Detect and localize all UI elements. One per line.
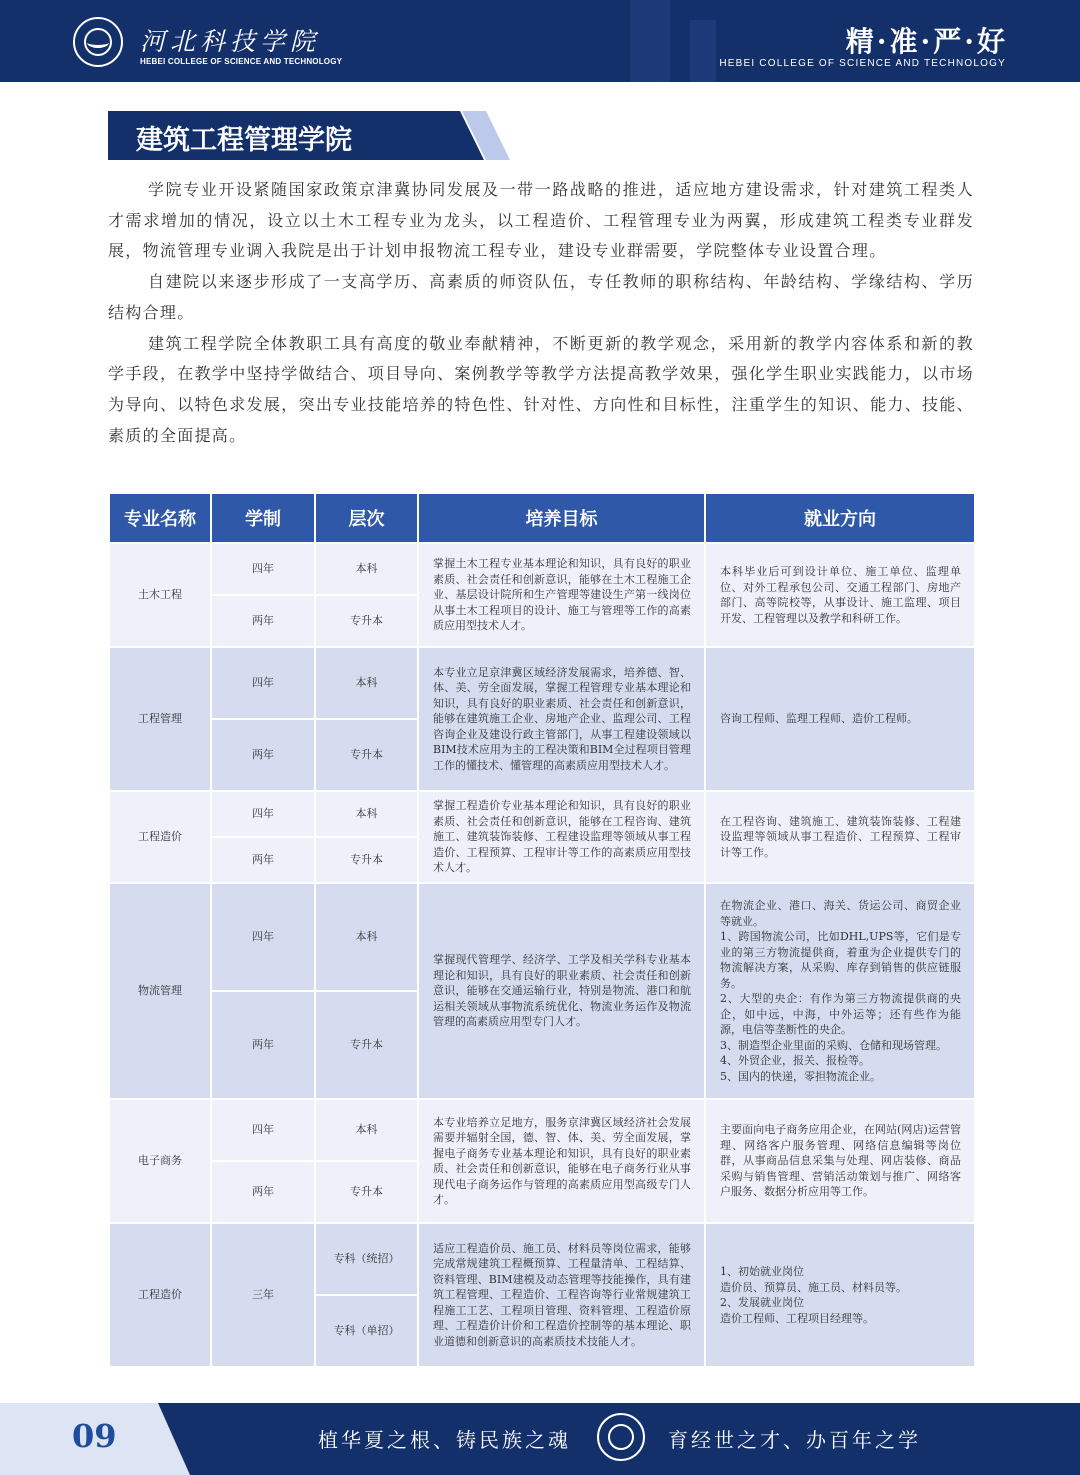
intro-paragraph: 学院专业开设紧随国家政策京津冀协同发展及一带一路战略的推进，适应地方建设需求，针对建筑工程类人才需求增加的情况，设立以土木工程专业为龙头，以工程造价、工程管理专业为两翼，形成建筑工程类专业群发展，物流管理专业调入我院是出于计划申报物流工程专业，建设专业群需要，学院整体专业设置合理。 bbox=[108, 180, 974, 261]
duration-cell: 四年 bbox=[211, 647, 315, 719]
table-row bbox=[109, 543, 975, 595]
section-title: 建筑工程管理学院 bbox=[136, 125, 352, 156]
training-goal: 掌握现代管理学、经济学、工学及相关学科专业基本理论和知识，具有良好的职业素质、社会责任和创新意识，能够在交通运输行业，特别是物流、港口和航运相关领域从事物流系统优化、物流业务运作及物流管理的高素质应用型专门人才。 bbox=[418, 883, 705, 1099]
header-building-decoration bbox=[690, 20, 716, 82]
duration-cell: 两年 bbox=[211, 837, 315, 883]
training-goal: 掌握工程造价专业基本理论和知识，具有良好的职业素质、社会责任和创新意识，能够在工程咨询、建筑施工、建筑装饰装修、工程建设监理等领域从事工程造价、工程预算、工程审计等工作的高素质应用型技术人才。 bbox=[418, 791, 705, 883]
duration-cell: 四年 bbox=[211, 791, 315, 837]
table-row bbox=[109, 647, 975, 719]
school-motto-en: HEBEI COLLEGE OF SCIENCE AND TECHNOLOGY bbox=[719, 58, 1006, 69]
major-name: 物流管理 bbox=[109, 883, 211, 1099]
duration-cell: 四年 bbox=[211, 1099, 315, 1161]
major-name: 工程造价 bbox=[109, 791, 211, 883]
career-direction: 1、初始就业岗位 造价员、预算员、施工员、材料员等。 2、发展就业岗位 造价工程师、工程项目经理等。 bbox=[705, 1223, 975, 1367]
column-header-duration: 学制 bbox=[211, 493, 315, 543]
major-name: 工程造价 bbox=[109, 1223, 211, 1367]
intro-paragraph: 自建院以来逐步形成了一支高学历、高素质的师资队伍，专任教师的职称结构、年龄结构、学缘结构、学历结构合理。 bbox=[108, 272, 974, 322]
table-row bbox=[109, 791, 975, 837]
footer-slogan-left: 植华夏之根、铸民族之魂 bbox=[318, 1428, 571, 1452]
table-row bbox=[109, 883, 975, 991]
career-direction: 本科毕业后可到设计单位、施工单位、监理单位、对外工程承包公司、交通工程部门、房地产部门、高等院校等，从事设计、施工监理、项目开发、工程管理以及教学和科研工作。 bbox=[705, 543, 975, 647]
level-cell: 本科 bbox=[315, 1099, 418, 1161]
intro-paragraph: 建筑工程学院全体教职工具有高度的敬业奉献精神，不断更新的教学观念，采用新的教学内容体系和新的教学手段，在教学中坚持学做结合、项目导向、案例教学等教学方法提高教学效果，强化学生职业实践能力，以市场为导向、以特色求发展，突出专业技能培养的特色性、针对性、方向性和目标性，注重学生的知识、能力、技能、素质的全面提高。 bbox=[108, 333, 974, 445]
duration-cell: 两年 bbox=[211, 595, 315, 647]
duration-cell: 两年 bbox=[211, 719, 315, 791]
level-cell: 专科（单招） bbox=[315, 1295, 418, 1367]
school-motto: 精·准·严·好 bbox=[845, 25, 1008, 58]
level-cell: 专科（统招） bbox=[315, 1223, 418, 1295]
page-number: 09 bbox=[72, 1417, 117, 1455]
training-goal: 本专业立足京津冀区域经济发展需求，培养德、智、体、美、劳全面发展，掌握工程管理专业基本理论和知识，具有良好的职业素质、社会责任和创新意识，能够在建筑施工企业、房地产企业、监理公司、工程咨询企业及建设行政主管部门，从事工程建设领域以BIM技术应用为主的工程决策和BIM全过程项目管理工作的懂技术、懂管理的高素质应用型技术人才。 bbox=[418, 647, 705, 791]
level-cell: 专升本 bbox=[315, 1161, 418, 1223]
table-header-row bbox=[109, 493, 975, 543]
career-direction: 咨询工程师、监理工程师、造价工程师。 bbox=[705, 647, 975, 791]
level-cell: 本科 bbox=[315, 791, 418, 837]
training-goal: 本专业培养立足地方，服务京津冀区域经济社会发展需要并辐射全国，德、智、体、美、劳全面发展，掌握电子商务专业基本理论和知识，具有良好的职业素质、社会责任和创新意识，能够在电子商务行业从事现代电子商务运作与管理的高素质应用型高级专门人才。 bbox=[418, 1099, 705, 1223]
school-name-en: HEBEI COLLEGE OF SCIENCE AND TECHNOLOGY bbox=[140, 57, 343, 66]
duration-cell: 四年 bbox=[211, 543, 315, 595]
major-name: 工程管理 bbox=[109, 647, 211, 791]
training-goal: 掌握土木工程专业基本理论和知识，具有良好的职业素质、社会责任和创新意识，能够在土木工程施工企业、基层设计院所和生产管理等建设生产第一线岗位从事土木工程项目的设计、施工与管理等工作的高素质应用型技术人才。 bbox=[418, 543, 705, 647]
training-goal: 适应工程造价员、施工员、材料员等岗位需求，能够完成常规建筑工程概预算、工程量清单、工程结算、资料管理、BIM建模及动态管理等技能操作，具有建筑工程管理、工程造价、工程咨询等行业常规建筑工程施工工艺、工程项目管理、资料管理、工程造价原理、工程造价计价和工程造价控制等的基本理论、职业道德和创新意识的高素质技术技能人才。 bbox=[418, 1223, 705, 1367]
duration-cell: 四年 bbox=[211, 883, 315, 991]
career-direction: 在工程咨询、建筑施工、建筑装饰装修、工程建设监理等领域从事工程造价、工程预算、工程审计等工作。 bbox=[705, 791, 975, 883]
intro-text bbox=[108, 175, 974, 451]
level-cell: 专升本 bbox=[315, 837, 418, 883]
page-footer bbox=[0, 1403, 1080, 1475]
major-name: 电子商务 bbox=[109, 1099, 211, 1223]
column-header-major: 专业名称 bbox=[109, 493, 211, 543]
career-direction: 主要面向电子商务应用企业，在网站(网店)运营管理、网络客户服务管理、网络信息编辑等岗位群，从事商品信息采集与处理、网店装修、商品采购与销售管理、营销活动策划与推广、网络客户服务、数据分析应用等工作。 bbox=[705, 1099, 975, 1223]
column-header-career: 就业方向 bbox=[705, 493, 975, 543]
level-cell: 专升本 bbox=[315, 719, 418, 791]
level-cell: 专升本 bbox=[315, 595, 418, 647]
column-header-level: 层次 bbox=[315, 493, 418, 543]
level-cell: 专升本 bbox=[315, 991, 418, 1099]
majors-table bbox=[108, 492, 976, 1368]
table-row bbox=[109, 1223, 975, 1295]
header-building-decoration bbox=[630, 0, 670, 82]
column-header-goal: 培养目标 bbox=[418, 493, 705, 543]
duration-cell: 两年 bbox=[211, 991, 315, 1099]
duration-cell: 三年 bbox=[211, 1223, 315, 1367]
school-name: 河北科技学院 bbox=[140, 27, 321, 56]
duration-cell: 两年 bbox=[211, 1161, 315, 1223]
career-direction: 在物流企业、港口、海关、货运公司、商贸企业等就业。 1、跨国物流公司，比如DHL,UPS等，它们是专业的第三方物流提供商，着重为企业提供专门的物流解决方案，从采购、库存到销售的供应链服务。 2、大型的央企：有作为第三方物流提供商的央企，如中远，中海，中外运等；还有些作为能源，电信等垄断性的央企。 3、制造型企业里面的采购、仓储和现场管理。 4、外贸企业，报关、报检等。 5、国内的快递，零担物流企业。 bbox=[705, 883, 975, 1099]
level-cell: 本科 bbox=[315, 883, 418, 991]
footer-logo bbox=[597, 1413, 645, 1461]
college-logo bbox=[73, 17, 123, 67]
footer-slogan-right: 育经世之才、办百年之学 bbox=[668, 1428, 921, 1452]
level-cell: 本科 bbox=[315, 647, 418, 719]
page-header bbox=[0, 0, 1080, 82]
table-row bbox=[109, 1099, 975, 1161]
major-name: 土木工程 bbox=[109, 543, 211, 647]
level-cell: 本科 bbox=[315, 543, 418, 595]
